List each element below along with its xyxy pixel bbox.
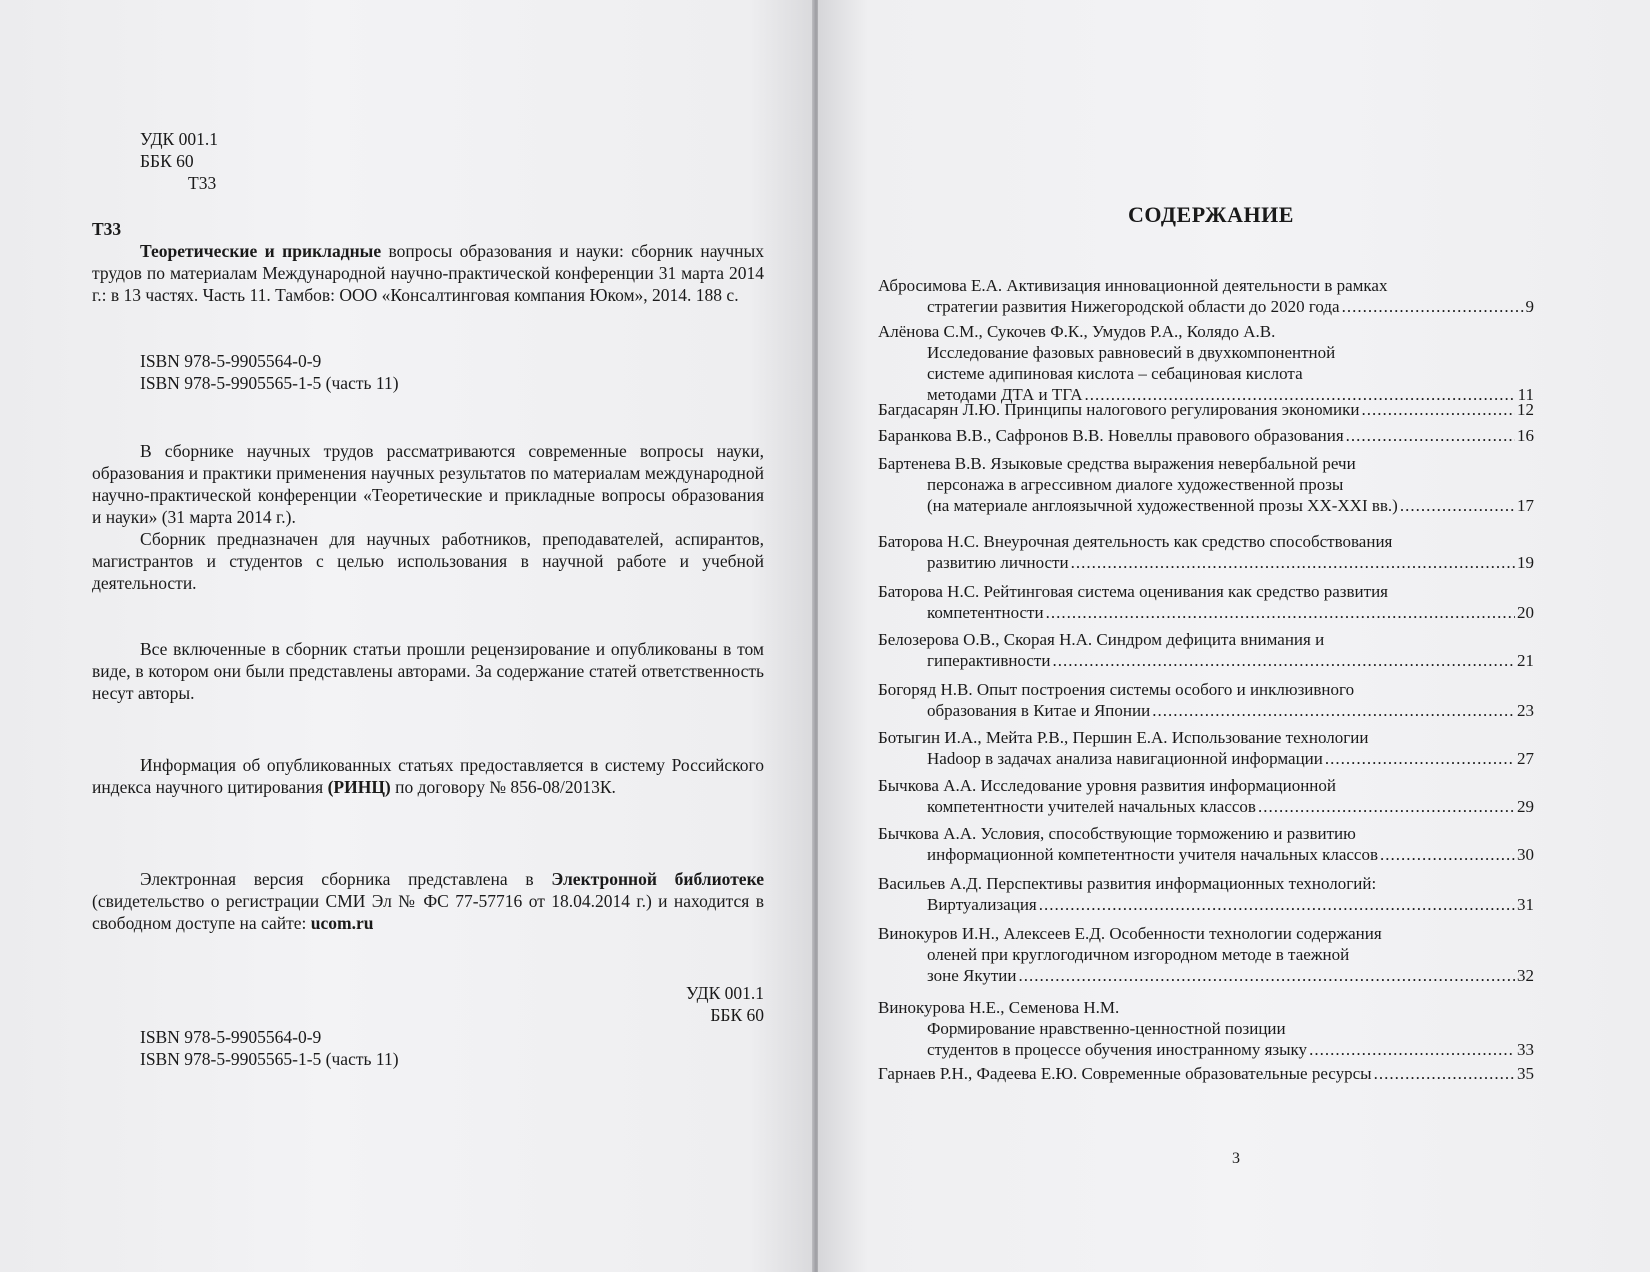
toc-entry-text: зоне Якутии xyxy=(927,966,1017,985)
toc-entry-line: Ботыгин И.А., Мейта Р.В., Першин Е.А. Использование технологии xyxy=(878,728,1369,747)
isbn-block-bottom xyxy=(140,1026,399,1070)
toc-entry xyxy=(878,823,1534,865)
bbk-code: ББК 60 xyxy=(140,151,194,171)
isbn-2: ISBN 978-5-9905565-1-5 (часть 11) xyxy=(140,373,399,393)
toc-page-number: 35 xyxy=(1517,1064,1534,1083)
toc-entry-line: Баторова Н.С. Рейтинговая система оценивания как средство развития xyxy=(878,582,1388,601)
toc-entry xyxy=(878,399,1534,420)
toc-entry-text: Баранкова В.В., Сафронов В.В. Новеллы правового образования xyxy=(878,426,1344,445)
toc-entry-last-line xyxy=(878,844,1534,865)
toc-entry xyxy=(878,679,1534,721)
toc-page-number: 20 xyxy=(1517,603,1534,622)
toc-leader-dots xyxy=(1039,894,1515,915)
rinc-pre: Информация об опубликованных статьях предоставляется в систему Российского индекса научного цитирования xyxy=(92,755,764,797)
toc-entry-text: методами ДТА и ТГА xyxy=(927,385,1083,404)
toc-entry-text: гиперактивности xyxy=(927,651,1051,670)
toc-leader-dots xyxy=(1374,1063,1515,1084)
toc-entry xyxy=(878,1063,1534,1084)
toc-entry xyxy=(878,581,1534,623)
toc-entry-line: Богоряд Н.В. Опыт построения системы особого и инклюзивного xyxy=(878,680,1355,699)
rinc-bold: (РИНЦ) xyxy=(327,777,391,797)
toc-entry-text: компетентности xyxy=(927,603,1044,622)
elib-mid: (свидетельство о регистрации СМИ Эл № ФС 77-57716 от 18.04.2014 г.) и находится в свободном доступе на сайте: xyxy=(92,891,764,933)
toc-entry xyxy=(878,275,1534,317)
toc-page-number: 31 xyxy=(1517,895,1534,914)
bottom-isbn-2: ISBN 978-5-9905565-1-5 (часть 11) xyxy=(140,1049,399,1069)
toc-entry-text: Виртуализация xyxy=(927,895,1037,914)
toc-page-number: 16 xyxy=(1517,426,1534,445)
page-number: 3 xyxy=(1232,1150,1240,1167)
author-sign: Т33 xyxy=(188,173,217,193)
toc-leader-dots xyxy=(1361,399,1515,420)
udk-code: УДК 001.1 xyxy=(140,129,218,149)
toc-entry-text: компетентности учителей начальных классов xyxy=(927,797,1256,816)
toc-entry-line: Абросимова Е.А. Активизация инновационной деятельности в рамках xyxy=(878,276,1388,295)
toc-page-number: 11 xyxy=(1517,385,1534,404)
toc-entry-last-line xyxy=(878,425,1534,446)
toc-leader-dots xyxy=(1258,796,1515,817)
elib-pre: Электронная версия сборника представлена в xyxy=(140,869,552,889)
toc-leader-dots xyxy=(1342,296,1524,317)
toc-entry xyxy=(878,531,1534,573)
toc-entry-line: Белозерова О.В., Скорая Н.А. Синдром дефицита внимания и xyxy=(878,630,1325,649)
toc-entry-last-line xyxy=(878,296,1534,317)
toc-entry-line: Алёнова С.М., Сукочев Ф.К., Умудов Р.А., Колядо А.В. xyxy=(878,322,1276,341)
isbn-block-top xyxy=(140,350,399,394)
toc-entry xyxy=(878,321,1534,405)
toc-page-number: 9 xyxy=(1525,297,1534,316)
bottom-udk: УДК 001.1 xyxy=(686,983,764,1003)
toc-entry-last-line xyxy=(878,1063,1534,1084)
toc-entry-last-line xyxy=(878,495,1534,516)
toc-entry-last-line xyxy=(878,796,1534,817)
toc-entry-line: Исследование фазовых равновесий в двухкомпонентной xyxy=(927,343,1336,362)
toc-entry xyxy=(878,873,1534,915)
toc-entry-line: Бартенева В.В. Языковые средства выражения невербальной речи xyxy=(878,454,1356,473)
toc-entry-text: образования в Китае и Японии xyxy=(927,701,1151,720)
toc-title: СОДЕРЖАНИЕ xyxy=(1128,202,1294,227)
toc-entry-line: персонажа в агрессивном диалоге художественной прозы xyxy=(927,475,1344,494)
toc-entry xyxy=(878,629,1534,671)
toc-leader-dots xyxy=(1325,748,1515,769)
toc-leader-dots xyxy=(1046,602,1515,623)
elib-bold: Электронной библиотеке xyxy=(551,869,764,889)
toc-entry-last-line xyxy=(878,748,1534,769)
toc-page-number: 30 xyxy=(1517,845,1534,864)
toc-leader-dots xyxy=(1309,1039,1515,1060)
toc-entry-last-line xyxy=(878,399,1534,420)
toc-entry xyxy=(878,727,1534,769)
bib-rest: вопросы образования и науки: сборник научных трудов по материалам Международной научно-практической конференции 31 марта 2014 г.: в 13 частях. Часть 11. Тамбов: ООО «Консалтинговая компания Юком», 2014. 188 с. xyxy=(92,241,764,305)
description-paragraph-1: В сборнике научных трудов рассматриваются современные вопросы науки, образования и практики применения научных результатов по материалам международной научно-практической конференции «Теоретические и прикладные вопросы образования и науки» (31 марта 2014 г.). xyxy=(92,441,764,527)
toc-entry-last-line xyxy=(878,700,1534,721)
toc-page-number: 17 xyxy=(1517,496,1534,515)
toc-page-number: 32 xyxy=(1517,966,1534,985)
toc-entry-text: Hadoop в задачах анализа навигационной информации xyxy=(927,749,1323,768)
toc-page-number: 29 xyxy=(1517,797,1534,816)
toc-entry-text: Багдасарян Л.Ю. Принципы налогового регулирования экономики xyxy=(878,400,1360,419)
bottom-bbk: ББК 60 xyxy=(710,1005,764,1025)
toc-entry-text: студентов в процессе обучения иностранному языку xyxy=(927,1040,1308,1059)
toc-page-number: 21 xyxy=(1517,651,1534,670)
author-sign-heading: Т33 xyxy=(92,219,122,239)
description-paragraph-2: Сборник предназначен для научных работников, преподавателей, аспирантов, магистрантов и студентов с целью использования в научной работе и учебной деятельности. xyxy=(92,529,764,593)
toc-entry-last-line xyxy=(878,965,1534,986)
toc-entry-last-line xyxy=(878,602,1534,623)
bottom-codes xyxy=(600,982,764,1026)
toc-leader-dots xyxy=(1019,965,1516,986)
toc-entry-last-line xyxy=(878,894,1534,915)
toc-page-number: 19 xyxy=(1517,553,1534,572)
toc-entry-last-line xyxy=(878,1039,1534,1060)
toc-entry-line: Винокуров И.Н., Алексеев Е.Д. Особенности технологии содержания xyxy=(878,924,1382,943)
toc-page-number: 23 xyxy=(1517,701,1534,720)
toc-page-number: 12 xyxy=(1517,400,1534,419)
left-page xyxy=(0,0,815,1272)
toc-leader-dots xyxy=(1380,844,1515,865)
review-paragraph: Все включенные в сборник статьи прошли рецензирование и опубликованы в том виде, в котором они были представлены авторами. За содержание статей ответственность несут авторы. xyxy=(92,639,764,703)
toc-entry-text: стратегии развития Нижегородской области до 2020 года xyxy=(927,297,1340,316)
toc-entry-line: Баторова Н.С. Внеурочная деятельность как средство способствования xyxy=(878,532,1393,551)
toc-entry xyxy=(878,997,1534,1060)
toc-leader-dots xyxy=(1052,650,1515,671)
bib-title-bold: Теоретические и прикладные xyxy=(140,241,382,261)
toc-entry-line: Формирование нравственно-ценностной позиции xyxy=(927,1019,1286,1038)
isbn-1: ISBN 978-5-9905564-0-9 xyxy=(140,351,322,371)
toc-leader-dots xyxy=(1152,700,1515,721)
bottom-isbn-1: ISBN 978-5-9905564-0-9 xyxy=(140,1027,322,1047)
toc-entry xyxy=(878,923,1534,986)
toc-page-number: 33 xyxy=(1517,1040,1534,1059)
toc-entry xyxy=(878,453,1534,516)
bibliographic-description xyxy=(92,240,764,306)
toc-entry-last-line xyxy=(878,650,1534,671)
toc-entry-text: Гарнаев Р.Н., Фадеева Е.Ю. Современные образовательные ресурсы xyxy=(878,1064,1372,1083)
toc-entry-text: (на материале англоязычной художественной прозы XX-XXI вв.) xyxy=(927,496,1398,515)
toc-entry xyxy=(878,775,1534,817)
toc-leader-dots xyxy=(1400,495,1515,516)
toc-entry-last-line xyxy=(878,552,1534,573)
toc-leader-dots xyxy=(1071,552,1515,573)
toc-entry-line: Бычкова А.А. Исследование уровня развития информационной xyxy=(878,776,1336,795)
toc-entry-text: развитию личности xyxy=(927,553,1069,572)
toc-entry-line: системе адипиновая кислота – себациновая кислота xyxy=(927,364,1303,383)
rinc-paragraph xyxy=(92,754,764,798)
toc-entry-text: информационной компетентности учителя начальных классов xyxy=(927,845,1378,864)
toc-entry-line: Бычкова А.А. Условия, способствующие торможению и развитию xyxy=(878,824,1356,843)
elibrary-paragraph xyxy=(92,868,764,934)
elib-site-link: ucom.ru xyxy=(310,913,374,933)
toc-entry-line: Васильев А.Д. Перспективы развития информационных технологий: xyxy=(878,874,1377,893)
toc-page-number: 27 xyxy=(1517,749,1534,768)
toc-leader-dots xyxy=(1346,425,1515,446)
toc-entry xyxy=(878,425,1534,446)
rinc-post: по договору № 856-08/2013К. xyxy=(390,777,616,797)
udk-bbk-block xyxy=(140,128,340,194)
toc-entry-line: Винокурова Н.Е., Семенова Н.М. xyxy=(878,998,1120,1017)
toc-entry-line: оленей при круглогодичном изгородном методе в таежной xyxy=(927,945,1350,964)
